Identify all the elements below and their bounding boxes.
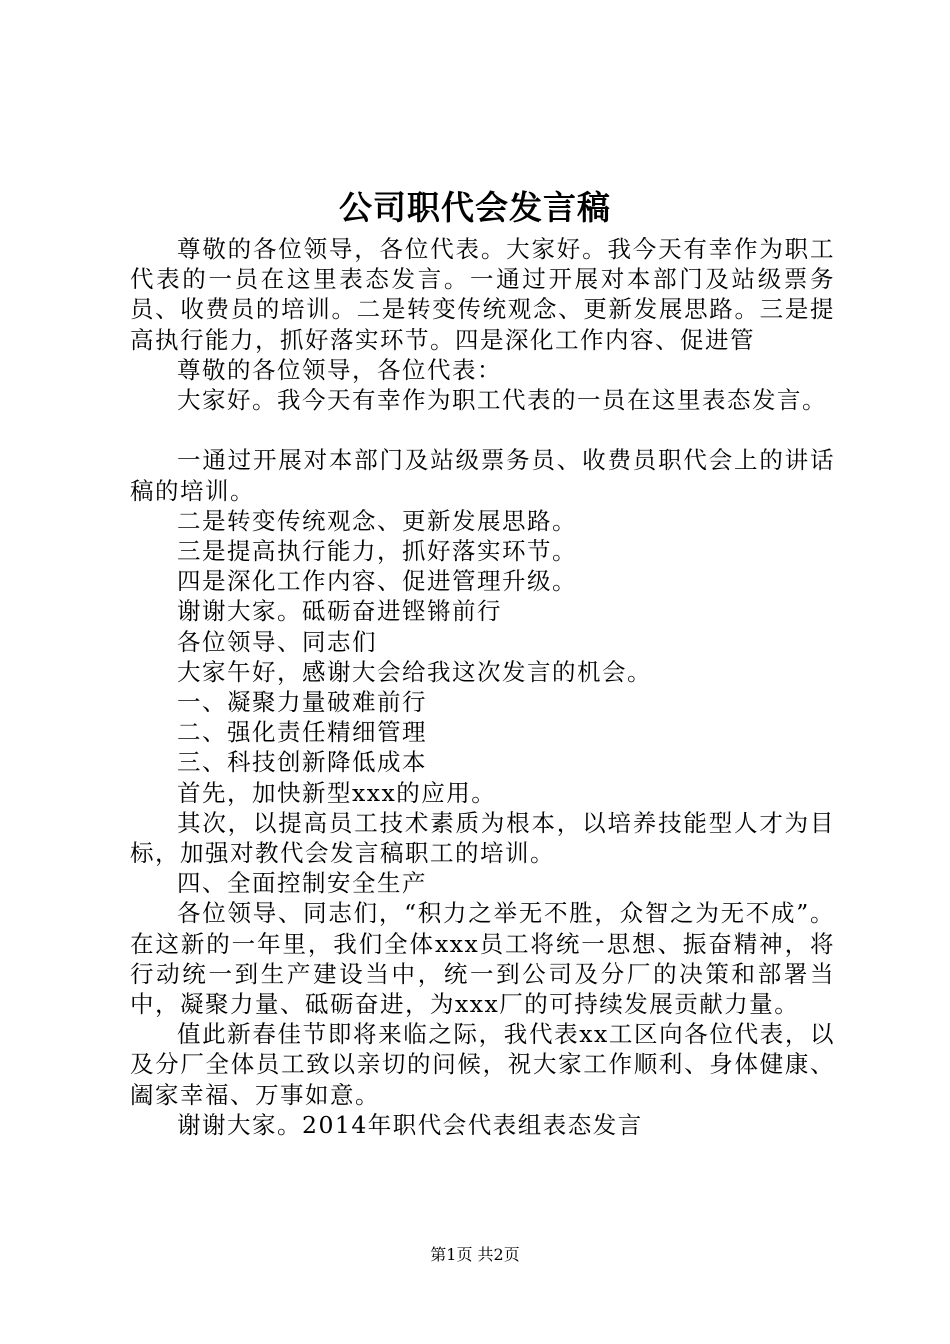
paragraph: 各位领导、同志们 [177, 627, 377, 656]
paragraph: 一、凝聚力量破难前行 [177, 688, 427, 717]
blank-paragraph [130, 415, 835, 445]
paragraph: 谢谢大家。2014年职代会代表组表态发言 [177, 1110, 643, 1139]
paragraph: 二、强化责任精细管理 [177, 718, 427, 747]
paragraph: 大家好。我今天有幸作为职工代表的一员在这里表态发言。 [177, 386, 827, 415]
document-body [130, 234, 835, 1140]
paragraph: 一通过开展对本部门及站级票务员、收费员职代会上的讲话稿的培训。 [130, 446, 835, 505]
paragraph: 四、全面控制安全生产 [177, 869, 427, 898]
paragraph: 三、科技创新降低成本 [177, 748, 427, 777]
document-title: 公司职代会发言稿 [339, 188, 611, 227]
paragraph: 各位领导、同志们，“积力之举无不胜，众智之为无不成”。在这新的一年里，我们全体xxx员工将统一思想、振奋精神，将行动统一到生产建设当中，统一到公司及分厂的决策和部署当中，凝聚力量、砥砺奋进，为xxx厂的可持续发展贡献力量。 [130, 899, 835, 1019]
paragraph: 值此新春佳节即将来临之际，我代表xx工区向各位代表，以及分厂全体员工致以亲切的问候，祝大家工作顺利、身体健康、阖家幸福、万事如意。 [130, 1020, 835, 1109]
paragraph: 二是转变传统观念、更新发展思路。 [177, 506, 577, 535]
paragraph: 尊敬的各位领导，各位代表： [177, 355, 502, 384]
paragraph: 三是提高执行能力，抓好落实环节。 [177, 537, 577, 566]
paragraph: 其次，以提高员工技术素质为根本，以培养技能型人才为目标，加强对教代会发言稿职工的培训。 [130, 808, 835, 868]
paragraph: 首先，加快新型xxx的应用。 [177, 778, 497, 807]
paragraph: 大家午好，感谢大会给我这次发言的机会。 [177, 657, 652, 686]
page-footer: 第1页 共2页 [430, 1245, 520, 1264]
paragraph: 谢谢大家。砥砺奋进铿锵前行 [177, 597, 502, 626]
paragraph: 四是深化工作内容、促进管理升级。 [177, 567, 577, 596]
paragraph: 尊敬的各位领导，各位代表。大家好。我今天有幸作为职工代表的一员在这里表态发言。一通过开展对本部门及站级票务员、收费员的培训。二是转变传统观念、更新发展思路。三是提高执行能力，抓好落实环节。四是深化工作内容、促进管 [130, 235, 835, 354]
